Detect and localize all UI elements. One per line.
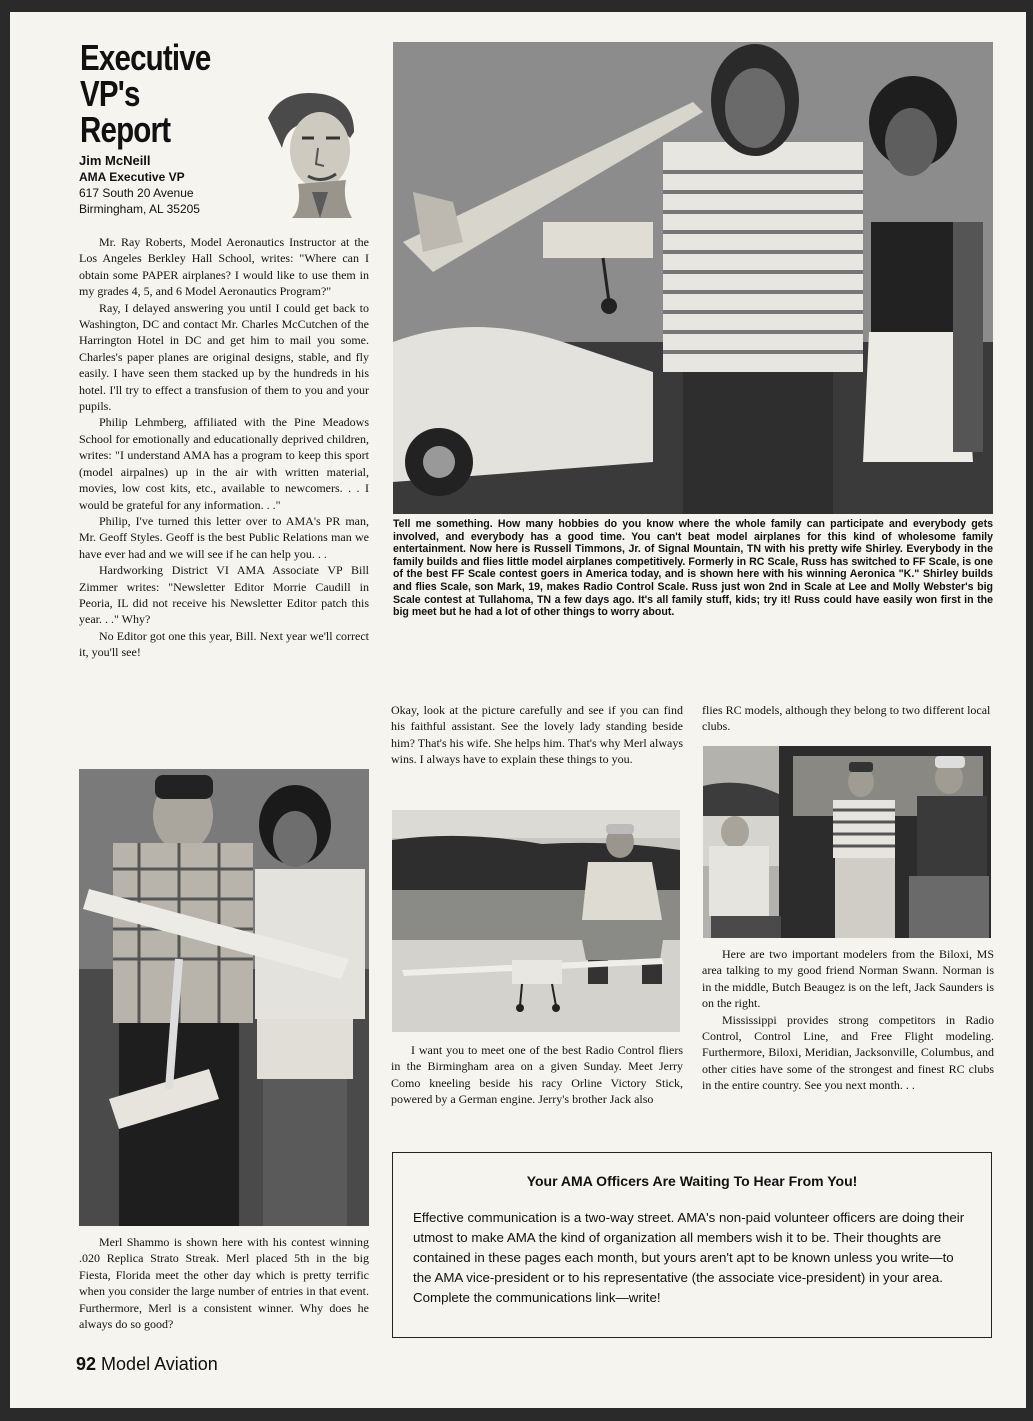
paragraph: Mississippi provides strong competitors in Radio Control, Control Line, and Free Flight modeling. Furthermore, Biloxi, Meridian, Jacksonville, Columbus, and other cities have some of the strongest and finest RC clubs in the entire country. See you next month. . . xyxy=(702,1012,994,1093)
notice-box-title: Your AMA Officers Are Waiting To Hear From You! xyxy=(526,1173,858,1189)
paragraph: Okay, look at the picture carefully and see if you can find his faithful assistant. See the lovely lady standing beside him? That's his wife. She helps him. That's why Merl always wins. I always have to explain these things to you. xyxy=(391,703,683,767)
officers-notice-box xyxy=(392,1152,992,1338)
paragraph: I want you to meet one of the best Radio Control fliers in the Birmingham area on a given Sunday. Meet Jerry Como kneeling beside his racy Orline Victory Stick, powered by a German engine. Jerry's brother Jack also xyxy=(391,1043,683,1107)
page-number: 92 xyxy=(76,1354,97,1374)
author-block xyxy=(79,153,279,217)
left-column-article xyxy=(79,234,369,661)
paragraph: No Editor got one this year, Bill. Next year we'll correct it, you'll see! xyxy=(79,628,369,660)
main-photo-family xyxy=(393,42,993,514)
right-column-continued-text xyxy=(702,702,994,735)
magazine-page xyxy=(10,12,1026,1408)
paragraph: Philip, I've turned this letter over to AMA's PR man, Mr. Geoff Styles. Geoff is the best Public Relations man we have ever had and we will see if he can help you. . . xyxy=(79,513,369,561)
paragraph: Mr. Ray Roberts, Model Aeronautics Instructor at the Los Angeles Berkley Hall School, writes: "Where can I obtain some PAPER airplanes? I would like to use them in my grades 4, 5, and 6 Model Aeronautics Program?" xyxy=(79,235,369,299)
paragraph: Here are two important modelers from the Biloxi, MS area talking to my good friend Norman Swann. Norman is in the middle, Butch Beaugez is on the left, Jack Saunders is on the right. xyxy=(702,947,994,1011)
paragraph: Philip Lehmberg, affiliated with the Pine Meadows School for emotionally and educationally deprived children, writes: "I understand AMA has a program to keep this sport (model airpalnes) up in the air with written material, movies, low cost kits, etc., available to newcomers. . . I would be grateful for any information. . ." xyxy=(79,415,369,512)
biloxi-photo-caption xyxy=(702,946,994,1094)
photo-jerry-como xyxy=(392,810,680,1032)
photo-biloxi-modelers xyxy=(703,746,991,938)
merl-photo-caption xyxy=(79,1234,369,1332)
title-line-2: Report xyxy=(80,109,171,150)
author-address-line-2: Birmingham, AL 35205 xyxy=(79,202,200,216)
author-role: AMA Executive VP xyxy=(79,170,185,184)
paragraph: Hardworking District VI AMA Associate VP Bill Zimmer writes: "Newsletter Editor Morrie Caudill in Peoria, IL did not receive his Newsletter Editor patch this year. . ." Why? xyxy=(79,563,369,627)
jerry-photo-caption xyxy=(391,1042,683,1108)
page-title xyxy=(80,37,269,150)
paragraph: Merl Shammo is shown here with his contest winning .020 Replica Strato Streak. Merl placed 5th in the big Fiesta, Florida meet the other day which is pretty terrific when you consider the large number of entries in that event. Furthermore, Merl is a consistent winner. Why does he always do so good? xyxy=(79,1235,369,1332)
page-footer xyxy=(76,1354,218,1375)
author-address-line-1: 617 South 20 Avenue xyxy=(79,186,194,200)
main-photo-caption: Tell me something. How many hobbies do you know where the whole family can participate and everybody gets involved, and everybody has a good time. You can't beat model airplanes for this kind of wholesome family entertainment. Now here is Russell Timmons, Jr. of Signal Mountain, TN with his pretty wife Shirley. Everybody in the family builds and flies little model airplanes competitively. Formerly in RC Scale, Russ has switched to FF Scale, is one of the best FF Scale contest goers in America today, and is shown here with his winning Aeronica "K." Shirley builds and flies Scale, son Mark, 19, makes Radio Control Scale. Russ just won 2nd in Scale at Lee and Molly Webster's big Scale contest at Tullahoma, TN a few days ago. It's all family stuff, kids; try it! Russ could have easily won first in the big meet but he had a lot of other things to worry about. xyxy=(393,518,993,619)
middle-column-text xyxy=(391,702,683,768)
magazine-name: Model Aviation xyxy=(101,1354,218,1374)
paragraph: flies RC models, although they belong to two different local clubs. xyxy=(702,703,991,734)
photo-merl-shammo xyxy=(79,769,369,1226)
title-line-1: Executive VP's xyxy=(80,37,211,114)
paragraph: Ray, I delayed answering you until I could get back to Washington, DC and contact Mr. Charles McCutchen of the Harrington Hotel in DC and get him to mail you some. Charles's paper planes are original designs, stable, and fly easily. I have seen them stacked up by the hundreds in his hotel. I'll try to effect a transfusion of them to you and your pupils. xyxy=(79,300,369,414)
author-name: Jim McNeill xyxy=(79,153,151,168)
notice-box-body: Effective communication is a two-way street. AMA's non-paid volunteer officers are doing their utmost to make AMA the kind of organization all members wish it to be. Their thoughts are contained in these pages each month, but yours aren't apt to be known unless you write—to the AMA vice-president or to his representative (the associate vice-president) in your area. Complete the communications link—write! xyxy=(413,1210,965,1305)
